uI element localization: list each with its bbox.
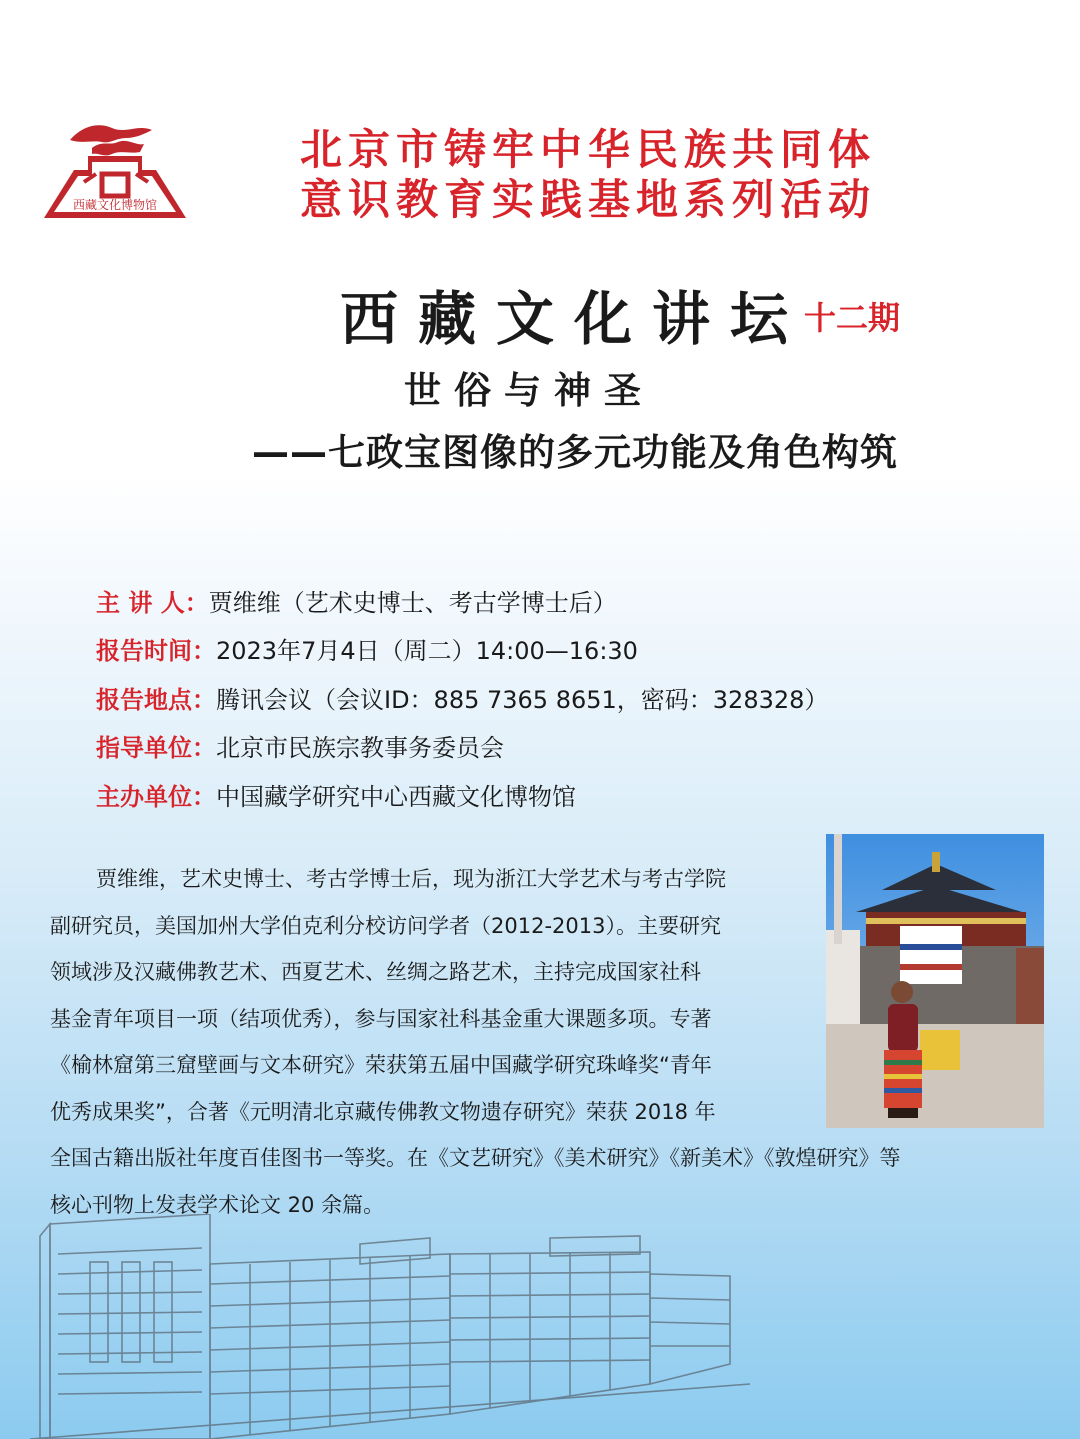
info-row-speaker	[96, 586, 617, 620]
series-issue: 十二期	[804, 299, 901, 337]
info-value: 腾讯会议（会议ID：885 7365 8651，密码：328328）	[216, 686, 829, 714]
bio-line: 领域涉及汉藏佛教艺术、西夏艺术、丝绸之路艺术，主持完成国家社科	[50, 960, 701, 984]
speaker-bio	[50, 856, 901, 1228]
info-value: 2023年7月4日（周二）14:00—16:30	[216, 637, 638, 665]
info-label: 主 讲 人：	[96, 589, 209, 617]
bio-line: 全国古籍出版社年度百佳图书一等奖。在《文艺研究》《美术研究》《新美术》《敦煌研究》等	[50, 1146, 901, 1170]
museum-building-sketch	[30, 1214, 750, 1439]
info-row-time	[96, 634, 638, 668]
info-value: 中国藏学研究中心西藏文化博物馆	[216, 783, 576, 811]
info-row-guide-unit	[96, 731, 504, 765]
bio-line: 贾维维，艺术史博士、考古学博士后，现为浙江大学艺术与考古学院	[96, 867, 726, 891]
lecture-title-line-2: ——七政宝图像的多元功能及角色构筑	[252, 431, 898, 474]
bio-line: 优秀成果奖”，合著《元明清北京藏传佛教文物遗存研究》荣获 2018 年	[50, 1099, 716, 1124]
series-heading	[340, 272, 900, 356]
info-label: 报告时间：	[96, 637, 216, 665]
info-row-host-unit	[96, 780, 576, 814]
museum-logo-icon	[40, 118, 190, 222]
lecture-title-line-1: 世俗与神圣	[404, 369, 654, 412]
info-label: 指导单位：	[96, 734, 216, 762]
bio-line: 核心刊物上发表学术论文 20 余篇。	[50, 1192, 385, 1217]
series-title: 西藏文化讲坛	[340, 285, 809, 353]
info-value: 北京市民族宗教事务委员会	[216, 734, 504, 762]
info-row-location	[96, 683, 828, 717]
info-label: 报告地点：	[96, 686, 216, 714]
bio-line: 基金青年项目一项（结项优秀），参与国家社科基金重大课题多项。专著	[50, 1006, 712, 1031]
headline-line-1: 北京市铸牢中华民族共同体	[300, 125, 877, 174]
bio-line: 《榆林窟第三窟壁画与文本研究》荣获第五届中国藏学研究珠峰奖“青年	[50, 1053, 712, 1077]
info-value: 贾维维（艺术史博士、考古学博士后）	[208, 589, 617, 617]
bio-line: 副研究员，美国加州大学伯克利分校访问学者（2012-2013）。主要研究	[50, 913, 721, 938]
info-label: 主办单位：	[96, 783, 216, 811]
logo-text: 西藏文化博物馆	[72, 198, 158, 212]
speaker-photo	[826, 834, 1044, 1128]
headline-line-2: 意识教育实践基地系列活动	[300, 175, 877, 224]
